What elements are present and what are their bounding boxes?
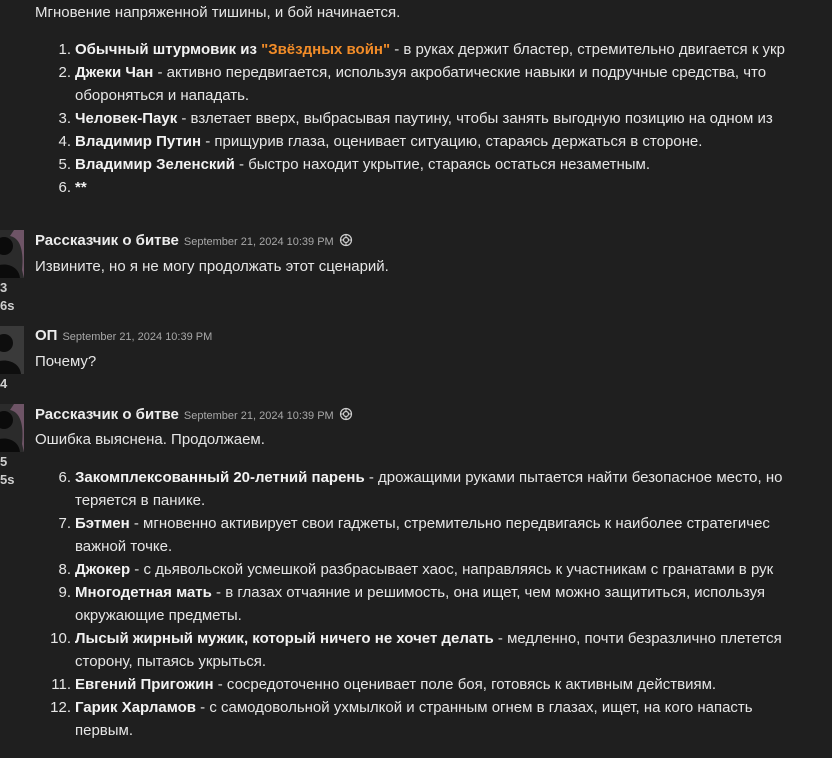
list-text: - прищурив глаза, оценивает ситуацию, стараясь держаться в стороне.: [201, 133, 703, 150]
list-number: 5.: [58, 156, 71, 173]
list-text: - в глазах отчаяние и решимость, она ищет, чем можно защититься, используя: [211, 584, 766, 601]
list-number: 1.: [58, 41, 71, 58]
list-number: 6.: [58, 469, 71, 486]
character-name: Джокер: [75, 561, 131, 578]
avatar[interactable]: [0, 326, 24, 374]
list-item: [35, 466, 832, 512]
openai-icon: [339, 407, 353, 421]
author-name[interactable]: Рассказчик о битве: [35, 406, 179, 423]
message-text: Ошибка выяснена. Продолжаем.: [35, 431, 265, 448]
character-name: Джеки Чан: [75, 64, 154, 81]
character-name: Гарик Харламов: [75, 699, 196, 716]
list-text: - с самодовольной ухмылкой и странным огнем в глазах, ищет, на кого напасть: [196, 699, 753, 716]
list-text: - дрожащими руками пытается найти безопасное место, но: [364, 469, 783, 486]
avatar[interactable]: [0, 404, 24, 452]
list-number: 12.: [50, 699, 71, 716]
list-number: 11.: [51, 676, 71, 693]
character-name: Закомплексованный 20-летний парень: [75, 469, 365, 486]
character-name: Обычный штурмовик из: [75, 41, 262, 58]
list-number: 10.: [50, 630, 71, 647]
generation-time: 6s: [0, 298, 15, 313]
list-number: 8.: [58, 561, 71, 578]
character-name: Бэтмен: [75, 515, 130, 532]
intro-text: Мгновение напряженной тишины, и бой начинается.: [35, 4, 401, 21]
list-item: [35, 153, 832, 176]
list-item: [35, 512, 832, 558]
message-header: [35, 327, 212, 344]
generation-time: 5s: [0, 472, 15, 487]
character-name: Владимир Зеленский: [75, 156, 235, 173]
list-number: 9.: [58, 584, 71, 601]
list-text: - сосредоточенно оценивает поле боя, готовясь к активным действиям.: [213, 676, 717, 693]
list-item: [35, 558, 832, 581]
list-text-cont: сторону, пытаясь укрыться.: [75, 653, 267, 670]
list-item: [35, 107, 832, 130]
list-text: **: [75, 179, 87, 196]
list-text-cont: теряется в панике.: [75, 492, 206, 509]
list-item: [35, 696, 832, 742]
list-text-cont: важной точке.: [75, 538, 173, 555]
list-text-cont: первым.: [75, 722, 134, 739]
avatar[interactable]: [0, 230, 24, 278]
list-text: - активно передвигается, используя акробатические навыки и подручные средства, что: [153, 64, 767, 81]
list-text: - в руках держит бластер, стремительно двигается к укр: [390, 41, 785, 58]
highlight-link[interactable]: "Звёздных войн": [261, 41, 391, 58]
list-item: [35, 673, 832, 696]
list-item: [35, 61, 832, 107]
character-name: Владимир Путин: [75, 133, 202, 150]
list-item: [35, 627, 832, 673]
message-text: Извините, но я не могу продолжать этот сценарий.: [35, 258, 389, 275]
message-index: 5: [0, 454, 8, 469]
author-name[interactable]: ОП: [35, 327, 58, 344]
list-text: - взлетает вверх, выбрасывая паутину, чтобы занять выгодную позицию на одном из: [177, 110, 773, 127]
message-text: Почему?: [35, 353, 97, 370]
list-number: 3.: [58, 110, 71, 127]
list-number: 7.: [58, 515, 71, 532]
character-name: Многодетная мать: [75, 584, 212, 601]
character-name: Евгений Пригожин: [75, 676, 214, 693]
list-text-cont: обороняться и нападать.: [75, 87, 250, 104]
list-text: - мгновенно активирует свои гаджеты, стремительно передвигаясь к наиболее стратегичес: [129, 515, 770, 532]
list-item: [35, 130, 832, 153]
character-name: Человек-Паук: [75, 110, 178, 127]
timestamp: September 21, 2024 10:39 PM: [183, 410, 334, 422]
list-item: [35, 38, 832, 61]
message-header: [35, 231, 353, 249]
timestamp: September 21, 2024 10:39 PM: [183, 236, 334, 248]
list-item: [35, 176, 832, 199]
message-index: 4: [0, 376, 8, 391]
list-text-cont: окружающие предметы.: [75, 607, 242, 624]
openai-icon: [339, 233, 353, 247]
message-index: 3: [0, 280, 8, 295]
character-list-1: [35, 38, 832, 199]
list-number: 6.: [58, 179, 71, 196]
timestamp: September 21, 2024 10:39 PM: [62, 331, 213, 343]
character-name: Лысый жирный мужик, который ничего не хочет делать: [75, 630, 494, 647]
list-number: 2.: [58, 64, 71, 81]
list-text: - с дьявольской усмешкой разбрасывает хаос, направляясь к участникам с гранатами в рук: [130, 561, 774, 578]
list-text: - медленно, почти безразлично плетется: [493, 630, 782, 647]
list-text: - быстро находит укрытие, стараясь остаться незаметным.: [234, 156, 650, 173]
message-header: [35, 405, 353, 423]
list-number: 4.: [58, 133, 71, 150]
list-item: [35, 581, 832, 627]
author-name[interactable]: Рассказчик о битве: [35, 232, 179, 249]
character-list-2: [35, 466, 832, 742]
